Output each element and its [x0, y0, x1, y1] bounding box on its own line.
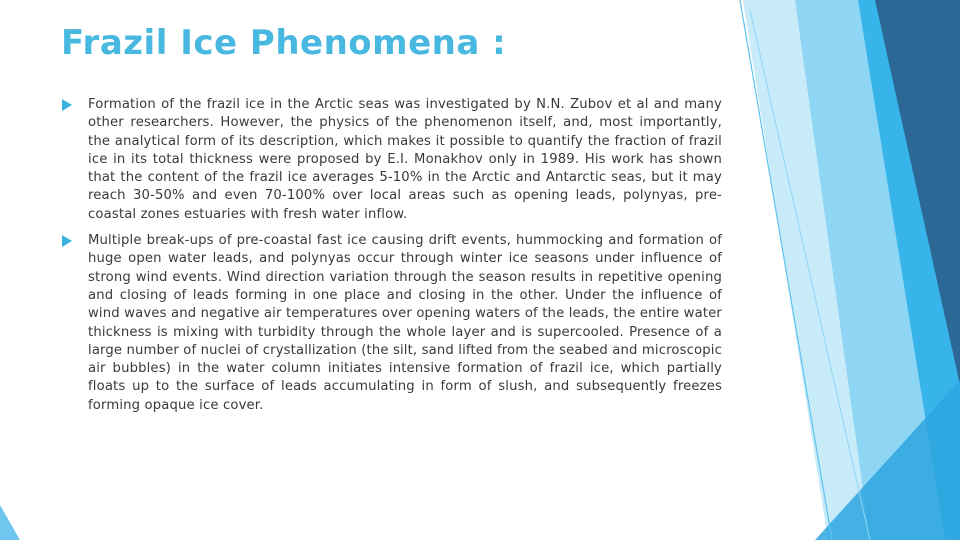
bullet-list	[62, 96, 722, 423]
bullet-item-1	[62, 96, 722, 224]
bullet-text-2: Multiple break-ups of pre-coastal fast ice causing drift events, hummocking and formation of huge open water leads, and polynyas occur through winter ice seasons under influence of strong wind events. Wind direction variation through the season results in repetitive opening and closing of leads forming in one place and closing in the other. Under the influence of wind waves and negative air temperatures over opening waters of the leads, the entire water thickness is mixing with turbidity through the whole layer and is supercooled. Presence of a large number of nuclei of crystallization (the silt, sand lifted from the seabed and microscopic air bubbles) in the water column initiates intensive formation of frazil ice, which partially floats up to the surface of leads accumulating in form of slush, and subsequently freezes forming opaque ice cover.	[88, 233, 722, 413]
slide-title: Frazil Ice Phenomena :	[61, 23, 507, 63]
triangle-bullet-icon	[62, 99, 72, 111]
bullet-text-1: Formation of the frazil ice in the Arctic seas was investigated by N.N. Zubov et al and many other researchers. However, the physics of the phenomenon itself, and, most importantly, the analytical form of its description, which makes it possible to quantify the fraction of frazil ice in its total thickness were proposed by E.I. Monakhov only in 1989. His work has shown that the content of the frazil ice averages 5-10% in the Arctic and Antarctic seas, but it may reach 30-50% and even 70-100% over local areas such as opening leads, polynyas, pre-coastal zones estuaries with fresh water inflow.	[88, 97, 722, 222]
bullet-item-2	[62, 232, 722, 415]
decor-corner-panel	[0, 505, 20, 540]
triangle-bullet-icon	[62, 235, 72, 247]
